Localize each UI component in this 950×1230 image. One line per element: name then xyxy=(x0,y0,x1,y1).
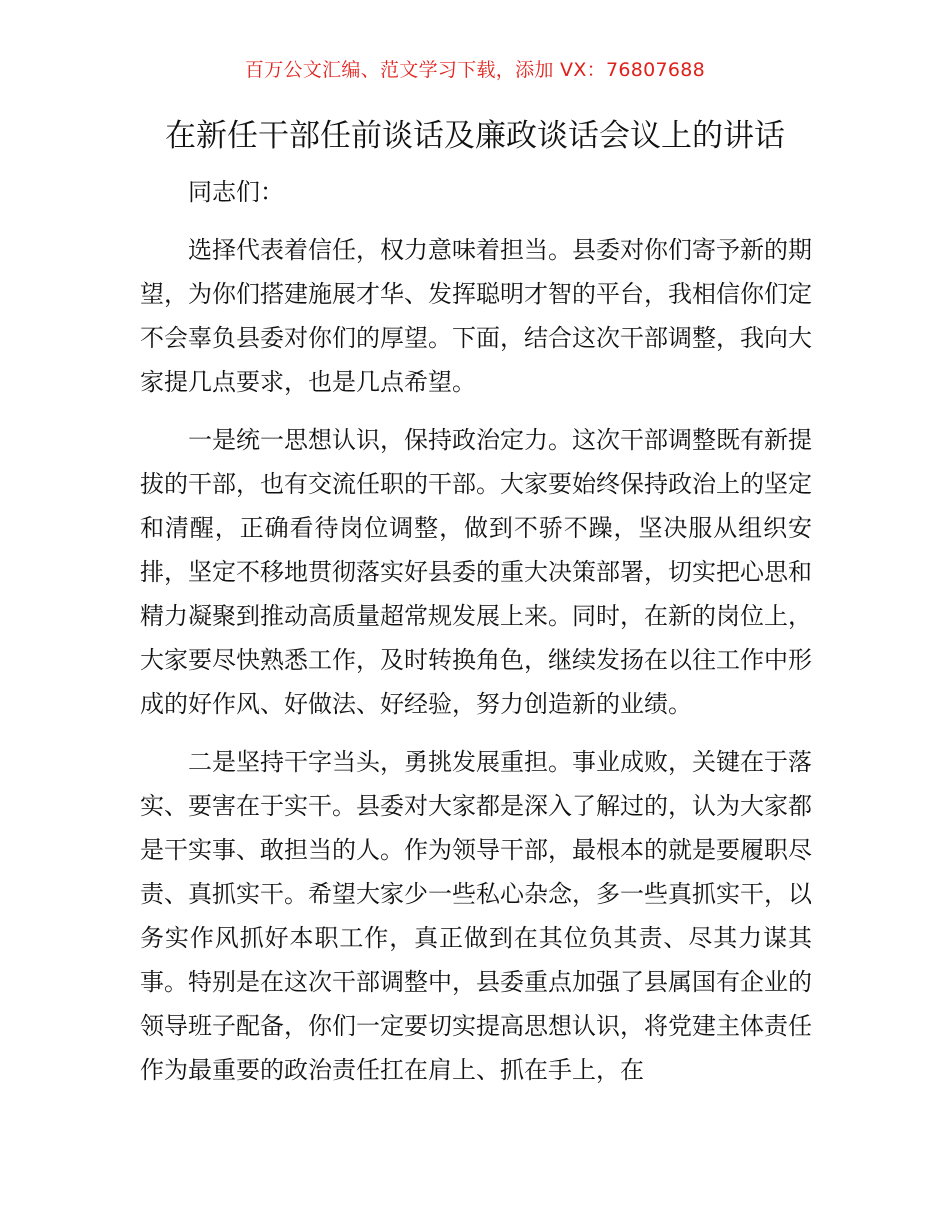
paragraph-point-one: 一是统一思想认识，保持政治定力。这次干部调整既有新提拔的干部，也有交流任职的干部。大家要始终保持政治上的坚定和清醒，正确看待岗位调整，做到不骄不躁，坚决服从组织安排，坚定不移地贯彻落实好县委的重大决策部署，切实把心思和精力凝聚到推动高质量超常规发展上来。同时，在新的岗位上，大家要尽快熟悉工作，及时转换角色，继续发扬在以往工作中形成的好作风、好做法、好经验，努力创造新的业绩。 xyxy=(140,426,812,718)
document-title: 在新任干部任前谈话及廉政谈话会议上的讲话 xyxy=(165,118,785,154)
document-body xyxy=(140,172,812,1106)
paragraph-point-two: 二是坚持干字当头，勇挑发展重担。事业成败，关键在于落实、要害在于实干。县委对大家都是深入了解过的，认为大家都是干实事、敢担当的人。作为领导干部，最根本的就是要履职尽责、真抓实干。希望大家少一些私心杂念，多一些真抓实干，以务实作风抓好本职工作，真正做到在其位负其责、尽其力谋其事。特别是在这次干部调整中，县委重点加强了县属国有企业的领导班子配备，你们一定要切实提高思想认识，将党建主体责任作为最重要的政治责任扛在肩上、抓在手上，在 xyxy=(140,748,812,1084)
paragraph-intro: 选择代表着信任，权力意味着担当。县委对你们寄予新的期望，为你们搭建施展才华、发挥聪明才智的平台，我相信你们定不会辜负县委对你们的厚望。下面，结合这次干部调整，我向大家提几点要求，也是几点希望。 xyxy=(140,236,812,396)
header-contact-note: 百万公文汇编、范文学习下载，添加 VX：76807688 xyxy=(244,59,706,81)
salutation: 同志们： xyxy=(188,178,284,206)
